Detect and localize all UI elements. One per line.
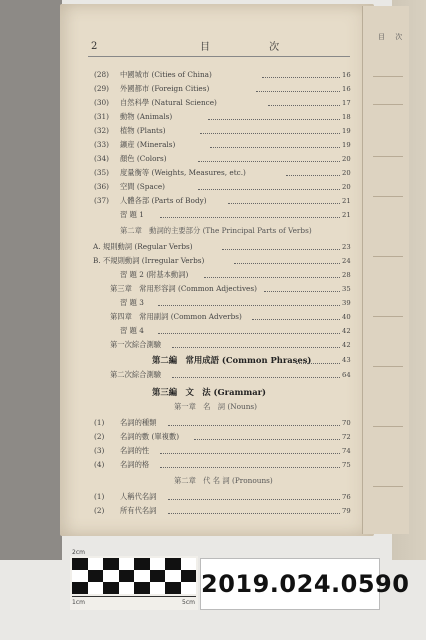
- facing-page-line: [373, 104, 403, 105]
- toc-num: (35): [94, 168, 109, 177]
- background-left: [0, 0, 62, 560]
- facing-page-line: [373, 426, 403, 427]
- toc-num: (28): [94, 70, 109, 79]
- toc-page: 16: [342, 85, 351, 93]
- toc-label: 鑛産 (Minerals): [120, 140, 176, 149]
- toc-page: 75: [342, 461, 351, 469]
- toc-page: 40: [342, 313, 351, 321]
- toc-page: 24: [342, 257, 351, 265]
- toc-page: 19: [342, 127, 351, 135]
- toc-num: (33): [94, 140, 109, 149]
- toc-dots: [210, 146, 340, 148]
- toc-label: 度量衡等 (Weights, Measures, etc.): [120, 168, 246, 177]
- toc-dots: [172, 346, 340, 348]
- toc-page: 20: [342, 169, 351, 177]
- toc-label: 第三章 常用形容詞 (Common Adjectives): [110, 284, 257, 293]
- facing-page-line: [373, 156, 403, 157]
- toc-page: 28: [342, 271, 351, 279]
- toc-dots: [208, 118, 340, 120]
- toc-num: (31): [94, 112, 109, 121]
- scale-ruler: [72, 596, 196, 597]
- toc-label: 人稱代名詞: [120, 492, 157, 501]
- facing-page: [362, 6, 409, 534]
- toc-page: 42: [342, 341, 351, 349]
- toc-label: 動物 (Animals): [120, 112, 173, 121]
- toc-num: (29): [94, 84, 109, 93]
- toc-label: 空間 (Space): [120, 182, 166, 191]
- chapter-heading: 第二章 代 名 詞 (Pronouns): [174, 476, 273, 485]
- toc-label: 習 題 2 (附基本動詞): [120, 270, 189, 279]
- toc-dots: [160, 466, 340, 468]
- chapter-heading: 第二章 動詞的主要部分 (The Principal Parts of Verbs): [120, 226, 312, 235]
- toc-label: 習 題 3: [120, 298, 144, 307]
- page-number: 2: [91, 41, 98, 52]
- toc-num: (2): [94, 432, 105, 441]
- toc-dots: [286, 174, 340, 176]
- scale-bar-bottom: [72, 582, 196, 606]
- toc-label: 名詞的格: [120, 460, 150, 469]
- toc-dots: [252, 318, 340, 320]
- toc-num: (4): [94, 460, 105, 469]
- toc-dots: [234, 262, 340, 264]
- toc-num: (32): [94, 126, 109, 135]
- toc-dots: [158, 304, 340, 306]
- facing-page-line: [373, 76, 403, 77]
- facing-page-line: [373, 366, 403, 367]
- toc-label: B. 不規則動詞 (Irregular Verbs): [93, 256, 205, 265]
- facing-page-title: 目 次: [378, 33, 407, 41]
- toc-dots: [262, 76, 340, 78]
- toc-dots: [198, 160, 340, 162]
- toc-label: 自然科學 (Natural Science): [120, 98, 217, 107]
- toc-dots: [198, 188, 340, 190]
- facing-page-line: [373, 486, 403, 487]
- toc-page: 39: [342, 299, 351, 307]
- page-title: 目 次: [200, 42, 308, 53]
- facing-page-line: [373, 256, 403, 257]
- facing-page-line: [373, 196, 403, 197]
- toc-num: (36): [94, 182, 109, 191]
- toc-page: 42: [342, 327, 351, 335]
- toc-label: 所有代名詞: [120, 506, 157, 515]
- toc-dots: [296, 362, 340, 364]
- facing-page-line: [373, 316, 403, 317]
- header-rule: [88, 56, 350, 57]
- toc-dots: [160, 452, 340, 454]
- toc-num: (34): [94, 154, 109, 163]
- toc-page: 79: [342, 507, 351, 515]
- toc-dots: [194, 438, 340, 440]
- chapter-heading: 第一章 名 詞 (Nouns): [174, 402, 258, 411]
- toc-label: 植物 (Plants): [120, 126, 166, 135]
- toc-page: 23: [342, 243, 351, 251]
- toc-dots: [172, 376, 340, 378]
- toc-label: 名詞的數 (單複數): [120, 432, 180, 441]
- toc-label: 名詞的種類: [120, 418, 157, 427]
- toc-dots: [200, 132, 340, 134]
- toc-page: 35: [342, 285, 351, 293]
- toc-page: 17: [342, 99, 351, 107]
- toc-label: 顏色 (Colors): [120, 154, 167, 163]
- toc-label: A. 規則動詞 (Regular Verbs): [93, 242, 193, 251]
- toc-dots: [222, 248, 340, 250]
- scale-label-top: 2cm: [72, 549, 85, 556]
- toc-page: 20: [342, 183, 351, 191]
- toc-page: 19: [342, 141, 351, 149]
- toc-num: (37): [94, 196, 109, 205]
- toc-label: 第二次綜合測驗: [110, 370, 162, 379]
- catalog-number-label: 2019.024.0590: [200, 558, 380, 610]
- toc-dots: [168, 512, 340, 514]
- toc-page: 72: [342, 433, 351, 441]
- toc-label: 人體各部 (Parts of Body): [120, 196, 207, 205]
- toc-page: 21: [342, 211, 351, 219]
- toc-label: 名詞的性: [120, 446, 150, 455]
- toc-dots: [160, 216, 340, 218]
- toc-page: 20: [342, 155, 351, 163]
- toc-page: 76: [342, 493, 351, 501]
- toc-dots: [228, 202, 340, 204]
- scale-label-left: 1cm: [72, 599, 85, 606]
- toc-dots: [168, 498, 340, 500]
- toc-page: 70: [342, 419, 351, 427]
- toc-dots: [256, 90, 340, 92]
- toc-page: 43: [342, 356, 351, 364]
- toc-dots: [158, 332, 340, 334]
- toc-page: 74: [342, 447, 351, 455]
- toc-label: 中國城市 (Cities of China): [120, 70, 212, 79]
- toc-dots: [204, 276, 340, 278]
- toc-page: 18: [342, 113, 351, 121]
- part-heading: 第二編 常用成語 (Common Phrases): [152, 355, 312, 365]
- toc-label: 第一次綜合測驗: [110, 340, 162, 349]
- toc-label: 外國都市 (Foreign Cities): [120, 84, 210, 93]
- toc-label: 習 題 4: [120, 326, 144, 335]
- toc-num: (2): [94, 506, 105, 515]
- toc-page: 64: [342, 371, 351, 379]
- toc-label: 習 題 1: [120, 210, 144, 219]
- toc-dots: [268, 104, 340, 106]
- toc-dots: [168, 424, 340, 426]
- toc-page: 21: [342, 197, 351, 205]
- toc-num: (1): [94, 418, 105, 427]
- scale-label-right: 5cm: [182, 599, 195, 606]
- toc-num: (1): [94, 492, 105, 501]
- toc-page: 16: [342, 71, 351, 79]
- part-heading: 第三編 文 法 (Grammar): [152, 387, 267, 397]
- toc-dots: [264, 290, 340, 292]
- toc-num: (3): [94, 446, 105, 455]
- toc-num: (30): [94, 98, 109, 107]
- toc-label: 第四章 常用副詞 (Common Adverbs): [110, 312, 242, 321]
